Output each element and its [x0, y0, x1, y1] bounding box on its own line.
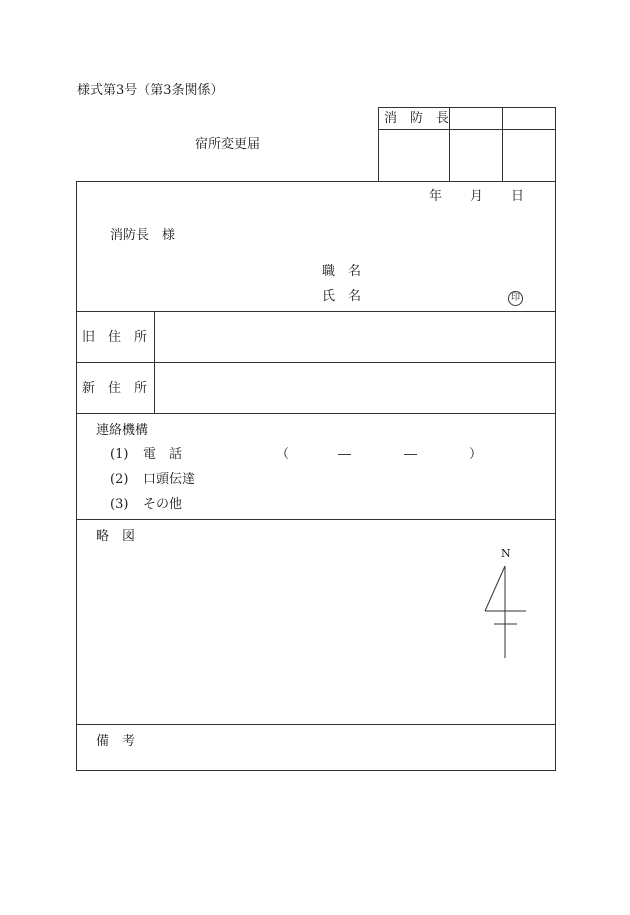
contact-heading: 連絡機構: [96, 423, 149, 438]
remarks-label: 備 考: [96, 734, 136, 749]
phone-open-paren: （: [276, 447, 290, 462]
oral-label: 口頭伝達: [143, 472, 196, 487]
new-address-label: 新 住 所: [82, 381, 148, 396]
month-label: 月: [470, 189, 484, 204]
addressee: 消防長 様: [110, 228, 176, 243]
new-address-field[interactable]: [156, 364, 554, 412]
north-arrow-icon: [480, 560, 530, 660]
position-label: 職 名: [322, 264, 362, 279]
day-label: 日: [511, 189, 525, 204]
old-address-label: 旧 住 所: [82, 330, 148, 345]
old-address-field[interactable]: [156, 313, 554, 361]
chief-seal-cell[interactable]: [379, 130, 449, 181]
phone-close-paren: ）: [469, 447, 483, 462]
other-num: (3): [110, 497, 129, 512]
phone-label: 電 話: [143, 447, 183, 462]
phone-num: (1): [110, 447, 129, 462]
north-label: N: [501, 547, 511, 560]
approver-cell-3[interactable]: [503, 108, 555, 181]
chief-label: 消 防 長: [384, 111, 450, 126]
year-label: 年: [429, 189, 443, 204]
position-field[interactable]: [370, 262, 520, 282]
form-id: 様式第3号（第3条関係）: [77, 83, 224, 98]
other-label: その他: [143, 497, 183, 512]
name-field[interactable]: [370, 287, 500, 307]
remarks-field[interactable]: [140, 726, 554, 769]
seal-mark-icon: 印: [508, 291, 523, 306]
sketch-label: 略 図: [96, 529, 136, 544]
name-label: 氏 名: [322, 289, 362, 304]
form-title: 宿所変更届: [195, 137, 261, 152]
approver-cell-2[interactable]: [450, 108, 502, 181]
phone-dash-1: ―: [338, 447, 351, 462]
phone-dash-2: ―: [404, 447, 417, 462]
oral-num: (2): [110, 472, 129, 487]
